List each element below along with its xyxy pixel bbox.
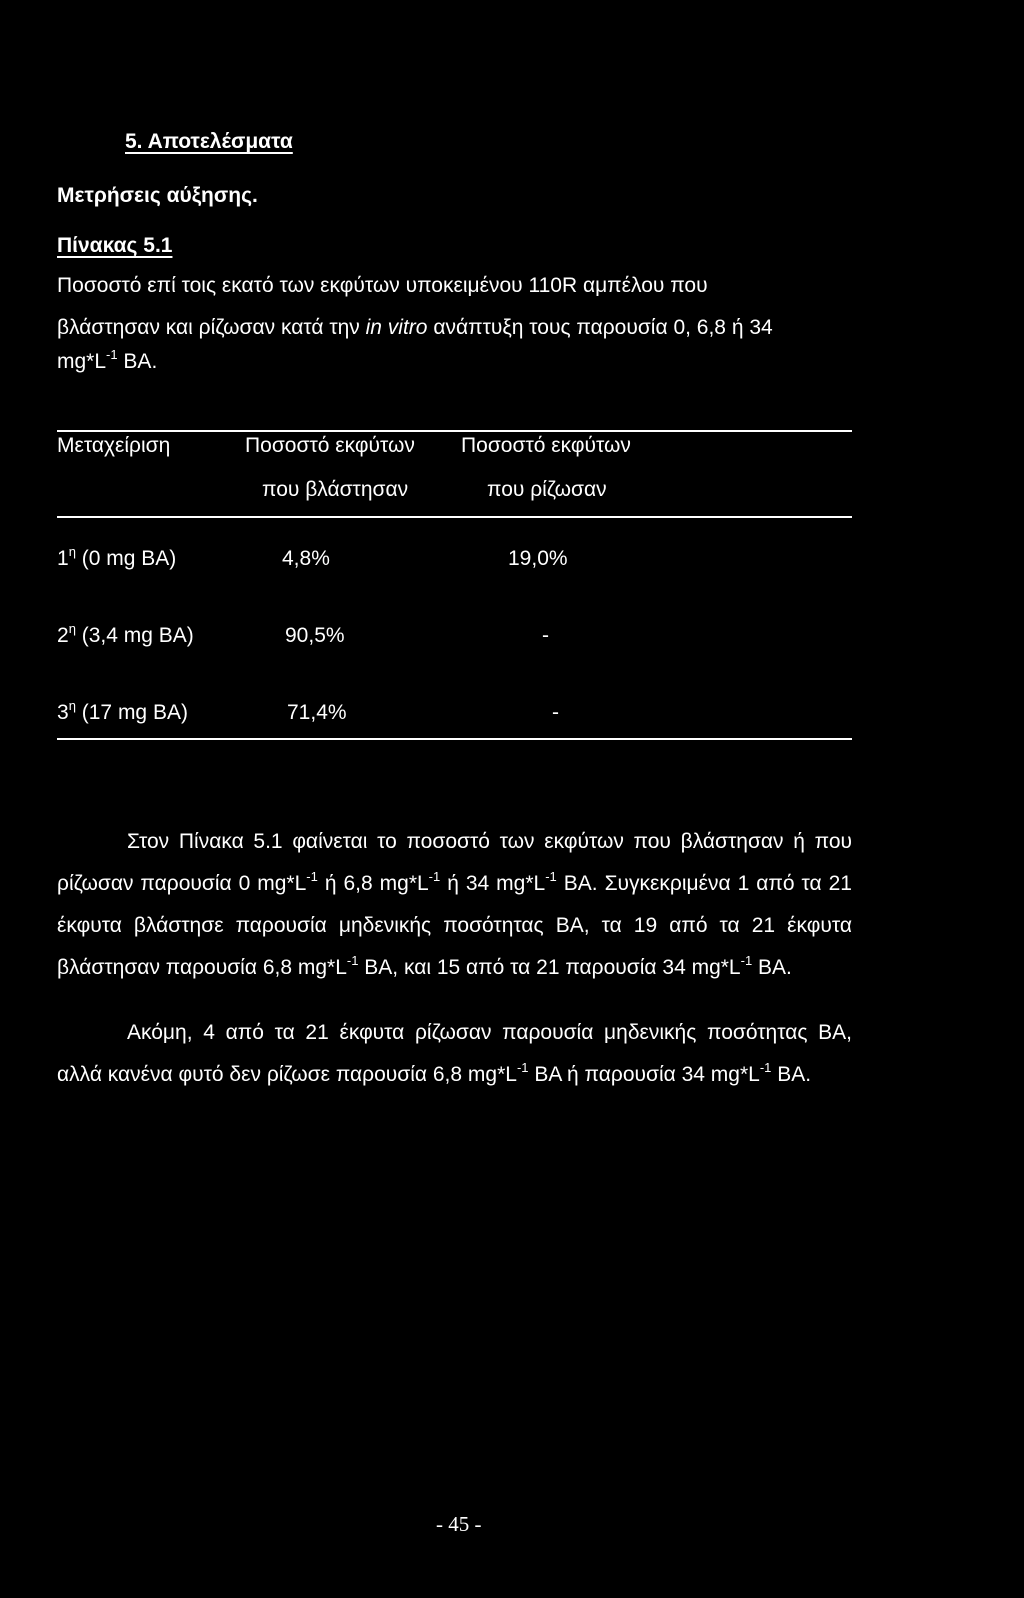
superscript: η (68, 544, 76, 559)
caption-line-3 (57, 347, 158, 374)
superscript: η (68, 698, 76, 713)
row-label: (3,4 mg BA) (75, 624, 194, 647)
paragraph-1 (57, 821, 852, 989)
superscript: -1 (545, 869, 557, 884)
caption-line-2 (57, 316, 773, 340)
row-label: (0 mg BA) (75, 547, 177, 570)
row-2-rooted: - (542, 624, 549, 647)
superscript: η (68, 621, 76, 636)
caption-text: ανάπτυξη τους παρουσία 0, 6,8 ή 34 (427, 316, 773, 339)
caption-italic: in vitro (365, 316, 428, 339)
paragraph-text: Στον Πίνακα 5.1 φαίνεται το ποσοστό των εκφύτων που βλάστησαν ή που ρίζωσαν παρουσία 0 mg*L (57, 830, 852, 895)
header-sprouted-line2: που βλάστησαν (262, 478, 409, 501)
paragraph-text: BA ή παρουσία 34 mg*L (528, 1063, 760, 1086)
section-title: 5. Αποτελέσματα (125, 130, 293, 153)
header-treatment: Μεταχείριση (57, 434, 171, 457)
superscript: -1 (516, 1060, 529, 1075)
header-rooted-line2: που ρίζωσαν (487, 478, 607, 501)
row-number: 1 (57, 547, 69, 570)
paragraph-text: BA. Συγκεκριμένα 1 από τα 21 έκφυτα βλάστησε παρουσία μηδενικής ποσότητας BA, τα 19 από τα 21 έκφυτα βλάστησαν παρουσία 6,8 mg*L (57, 872, 852, 979)
header-rooted-line1: Ποσοστό εκφύτων (461, 434, 631, 457)
page-number: - 45 - (436, 1512, 482, 1536)
row-number: 2 (57, 624, 69, 647)
table-label: Πίνακας 5.1 (57, 234, 173, 257)
paragraph-text: BA. (752, 956, 792, 979)
caption-text: BA. (117, 350, 158, 373)
caption-line-1: Ποσοστό επί τοις εκατό των εκφύτων υποκειμένου 110R αμπέλου που (57, 274, 708, 297)
paragraph-text: ή 6,8 mg*L (317, 872, 429, 895)
row-2-treatment (57, 621, 194, 648)
row-1-rooted: 19,0% (508, 547, 568, 570)
row-1-sprouted: 4,8% (282, 547, 330, 570)
row-label: (17 mg BA) (75, 701, 188, 724)
subheading: Μετρήσεις αύξησης. (57, 184, 258, 207)
paragraph-2 (57, 1012, 852, 1096)
paragraph-text: BA, και 15 από τα 21 παρουσία 34 mg*L (358, 956, 741, 979)
paragraph-text: BA. (771, 1063, 812, 1086)
header-sprouted-line1: Ποσοστό εκφύτων (245, 434, 415, 457)
superscript: -1 (346, 953, 359, 968)
row-number: 3 (57, 701, 69, 724)
row-1-treatment (57, 544, 177, 571)
paragraph-text: ή 34 mg*L (440, 872, 546, 895)
row-3-rooted: - (552, 701, 559, 724)
caption-text: mg*L (57, 350, 107, 373)
superscript: -1 (306, 869, 318, 884)
superscript: -1 (740, 953, 753, 968)
superscript: -1 (759, 1060, 772, 1075)
table-top-rule (57, 430, 852, 432)
row-2-sprouted: 90,5% (285, 624, 345, 647)
row-3-treatment (57, 698, 188, 725)
table-header-rule (57, 516, 852, 518)
table-bottom-rule (57, 738, 852, 740)
superscript: -1 (106, 347, 118, 362)
paragraph-text: Ακόμη, 4 από τα 21 έκφυτα ρίζωσαν παρουσία μηδενικής ποσότητας BA, αλλά κανένα φυτό δεν ρίζωσε παρουσία 6,8 mg*L (57, 1021, 852, 1086)
caption-text: βλάστησαν και ρίζωσαν κατά την (57, 316, 366, 339)
row-3-sprouted: 71,4% (287, 701, 347, 724)
superscript: -1 (428, 869, 441, 884)
